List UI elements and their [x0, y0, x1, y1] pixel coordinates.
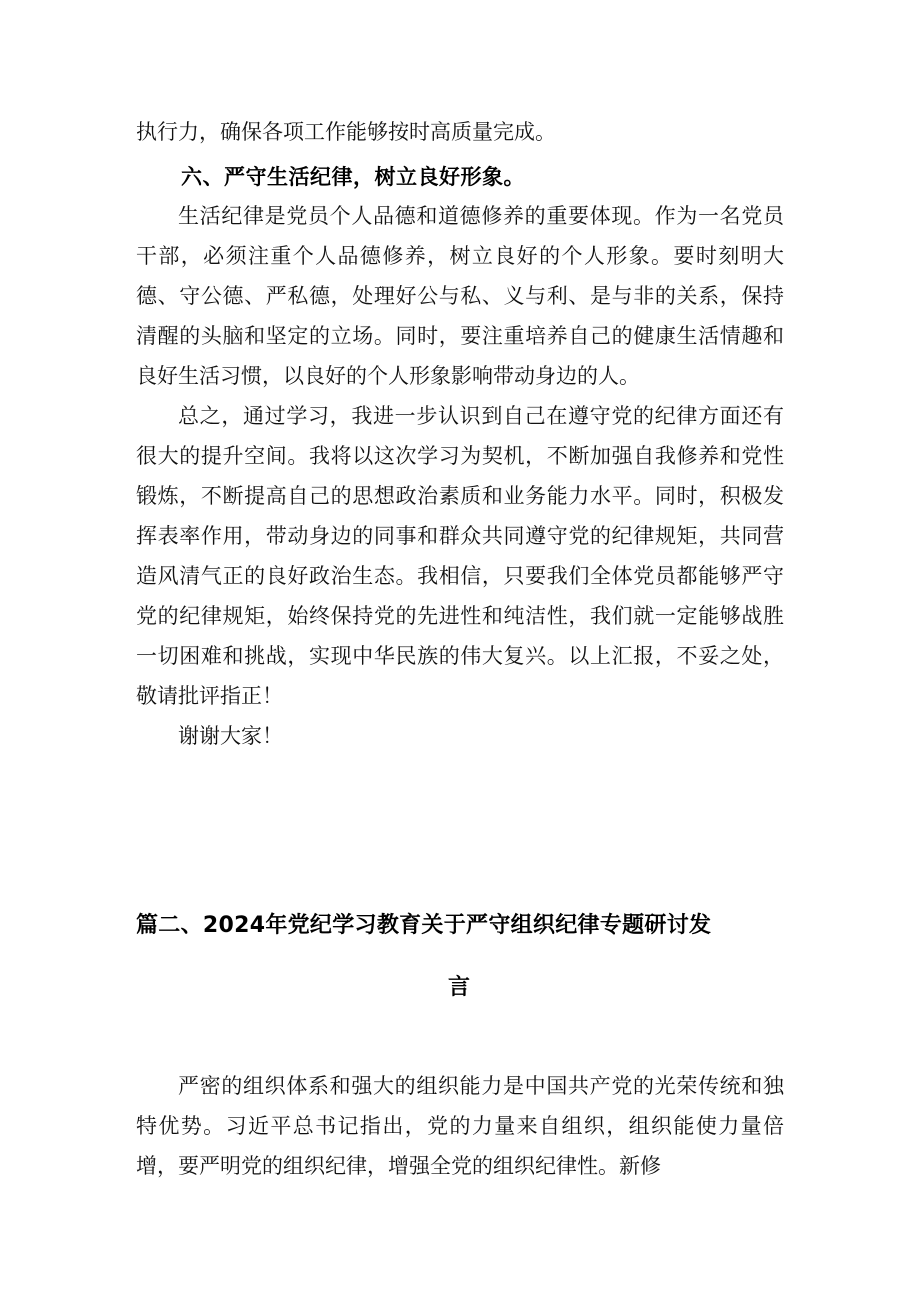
section-title-line-1: 篇二、2024年党纪学习教育关于严守组织纪律专题研讨发 [136, 913, 712, 938]
paragraph-thanks: 谢谢大家！ [178, 724, 283, 748]
heading-six: 六、严守生活纪律，树立良好形象。 [181, 165, 525, 189]
body-text-block-1 [136, 196, 784, 756]
top-paragraph: 执行力，确保各项工作能够按时高质量完成。 [136, 120, 556, 144]
paragraph-summary: 总之，通过学习，我进一步认识到自己在遵守党的纪律方面还有很大的提升空间。我将以这次学习为契机，不断加强自我修养和党性锻炼，不断提高自己的思想政治素质和业务能力水平。同时，积极发挥表率作用，带动身边的同事和群众共同遵守党的纪律规矩，共同营造风清气正的良好政治生态。我相信，只要我们全体党员都能够严守党的纪律规矩，始终保持党的先进性和纯洁性，我们就一定能够战胜一切困难和挑战，实现中华民族的伟大复兴。以上汇报，不妥之处，敬请批评指正！ [136, 404, 784, 708]
body-text-block-2 [136, 1066, 784, 1186]
paragraph-life-discipline: 生活纪律是党员个人品德和道德修养的重要体现。作为一名党员干部，必须注重个人品德修养，树立良好的个人形象。要时刻明大德、守公德、严私德，处理好公与私、义与利、是与非的关系，保持清醒的头脑和坚定的立场。同时，要注重培养自己的健康生活情趣和良好生活习惯，以良好的个人形象影响带动身边的人。 [136, 204, 784, 388]
paragraph-organization: 严密的组织体系和强大的组织能力是中国共产党的光荣传统和独特优势。习近平总书记指出，党的力量来自组织，组织能使力量倍增，要严明党的组织纪律，增强全党的组织纪律性。新修 [136, 1074, 784, 1178]
section-title-line-2: 言 [448, 975, 471, 1000]
top-text-block [136, 112, 784, 152]
